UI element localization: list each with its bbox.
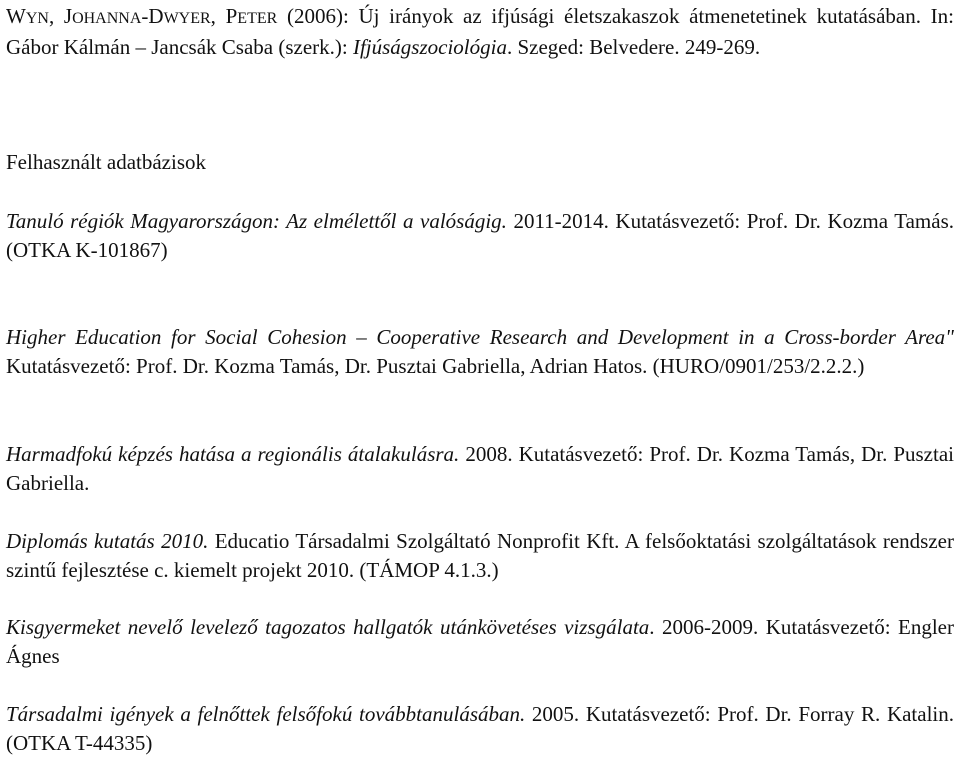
author-initial: J xyxy=(63,4,73,28)
author-initial: P xyxy=(225,4,238,28)
author-name-smallcaps: WYER xyxy=(163,10,211,27)
database-entry xyxy=(6,700,954,758)
author-initial: D xyxy=(148,4,164,28)
entry-title: Tanuló régiók Magyarországon: Az elmélettől a valóságig. xyxy=(6,209,507,233)
entry-title: Diplomás kutatás 2010. xyxy=(6,529,209,553)
entry-details: 2011-2014. Kutatásvezető: Prof. Dr. Kozma Tamás. (OTKA K-101867) xyxy=(6,209,954,262)
database-entry xyxy=(6,613,954,671)
reference-book-title: Ifjúságszociológia xyxy=(352,35,507,59)
author-separator: , xyxy=(210,4,226,28)
database-entry xyxy=(6,440,954,498)
author-initial: W xyxy=(6,4,26,28)
entry-title: Harmadfokú képzés hatása a regionális átalakulásra. xyxy=(6,442,460,466)
reference-entry xyxy=(6,2,954,62)
database-entry xyxy=(6,207,954,265)
author-name-smallcaps: ETER xyxy=(237,10,278,27)
entry-details: Kutatásvezető: Prof. Dr. Kozma Tamás, Dr. Pusztai Gabriella, Adrian Hatos. (HURO/0901/253/2.2.2.) xyxy=(6,354,865,378)
entry-details: . 2006-2009. Kutatásvezető: Engler Ágnes xyxy=(6,615,954,668)
author-name-smallcaps: OHANNA xyxy=(72,10,142,27)
author-separator: , xyxy=(48,4,64,28)
database-entry xyxy=(6,527,954,585)
section-heading: Felhasznált adatbázisok xyxy=(6,150,207,174)
database-entry xyxy=(6,323,954,381)
reference-publisher-pages: . Szeged: Belvedere. 249-269. xyxy=(506,35,761,59)
entry-title: Társadalmi igények a felnőttek felsőfokú továbbtanulásában. xyxy=(6,702,526,726)
author-dash: - xyxy=(141,4,149,28)
author-name-smallcaps: YN xyxy=(25,10,49,27)
entry-details: 2008. Kutatásvezető: Prof. Dr. Kozma Tamás, Dr. Pusztai Gabriella. xyxy=(6,442,954,495)
entry-details: Educatio Társadalmi Szolgáltató Nonprofit Kft. A felsőoktatási szolgáltatások rendszer szintű fejlesztése c. kiemelt projekt 2010. (TÁMOP 4.1.3.) xyxy=(6,529,954,582)
reference-body-text: (2006): Új irányok az ifjúsági életszakaszok átmenetetinek kutatásában. In: Gábor Kálmán – Jancsák Csaba (szerk.): xyxy=(6,4,954,59)
entry-details: 2005. Kutatásvezető: Prof. Dr. Forray R. Katalin. (OTKA T-44335) xyxy=(6,702,955,755)
entry-title: Higher Education for Social Cohesion – Cooperative Research and Development in a Cross-border Area" xyxy=(6,325,954,349)
entry-title: Kisgyermeket nevelő levelező tagozatos hallgatók utánkövetéses vizsgálata xyxy=(6,615,650,639)
